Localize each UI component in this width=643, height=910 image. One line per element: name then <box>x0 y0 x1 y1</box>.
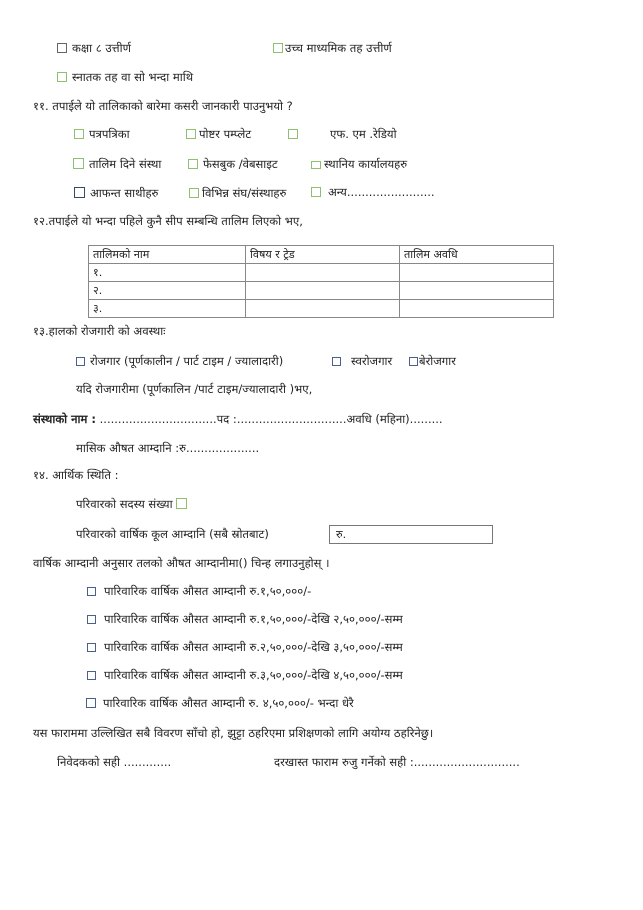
question-11: ११. तपाईले यो तालिकाको बारेमा कसरी जानकारी पाउनुभयो ? <box>33 99 293 113</box>
option-label: विभिन्न संघ/संस्थाहरु <box>202 186 287 200</box>
checkbox[interactable] <box>87 643 96 652</box>
q13-option-self-employed[interactable] <box>332 353 392 369</box>
q11-option-newspaper[interactable] <box>74 126 130 142</box>
table-cell[interactable] <box>246 264 400 282</box>
table-row <box>89 282 554 300</box>
checkbox[interactable] <box>311 187 321 197</box>
checkbox[interactable] <box>76 357 85 366</box>
post-label: पद : <box>216 412 237 426</box>
question-13: १३.हालको रोजगारी को अवस्थाः <box>33 324 166 338</box>
checkbox[interactable] <box>87 671 96 680</box>
org-name-label: संस्थाको नाम : <box>33 412 96 426</box>
table-cell[interactable]: ३. <box>89 300 246 318</box>
checkbox[interactable] <box>332 357 341 366</box>
option-label: स्थानिय कार्यालयहरु <box>324 157 408 171</box>
checkbox[interactable] <box>86 698 96 708</box>
checkbox[interactable] <box>57 72 67 82</box>
income-bracket-option[interactable] <box>86 695 354 711</box>
family-members-line <box>76 496 192 512</box>
education-option-grade8[interactable] <box>57 40 131 56</box>
option-label: पारिवारिक वार्षिक औसत आम्दानी रु. ४,५०,०००/- भन्दा धेरै <box>103 696 354 710</box>
q11-option-other[interactable] <box>311 184 435 200</box>
annual-income-label: परिवारको वार्षिक कूल आम्दानि (सबै स्रोतबाट) <box>76 527 269 541</box>
checkbox[interactable] <box>57 43 67 53</box>
table-cell[interactable] <box>400 264 554 282</box>
table-cell[interactable] <box>246 282 400 300</box>
q11-option-fm-radio-label: एफ. एम .रेडियो <box>330 127 397 141</box>
option-label: पारिवारिक वार्षिक औसत आम्दानी रु.२,५०,०००/-देखि ३,५०,०००/-सम्म <box>104 640 403 654</box>
training-table <box>88 245 554 318</box>
q13-option-employed[interactable] <box>76 353 283 369</box>
education-option-bachelor[interactable] <box>57 69 193 85</box>
duration-field[interactable]: ......... <box>409 412 443 426</box>
income-bracket-option[interactable] <box>87 583 311 599</box>
declaration-text: यस फाराममा उल्लिखित सबै विवरण साँचो हो, झुट्टा ठहरिएमा प्रशिक्षणको लागि अयोग्य ठहरिनेछु। <box>33 726 434 740</box>
checkbox[interactable] <box>189 188 199 198</box>
q11-option-organizations[interactable] <box>189 185 286 201</box>
q11-option-relatives[interactable] <box>74 185 158 201</box>
checkbox[interactable] <box>409 357 418 366</box>
income-bracket-option[interactable] <box>87 639 403 655</box>
checkbox[interactable] <box>74 187 85 198</box>
if-employed-text: यदि रोजगारीमा (पूर्णकालिन /पार्ट टाइम/ज्यालादारी )भए, <box>76 382 313 396</box>
option-label: पारिवारिक वार्षिक औसत आम्दानी रु.३,५०,०००/-देखि ४,५०,०००/-सम्म <box>104 668 403 682</box>
monthly-income-line <box>76 440 259 456</box>
q11-option-training-institute[interactable] <box>73 156 161 172</box>
option-label: पारिवारिक वार्षिक औसत आम्दानी रु.१,५०,०००/-देखि २,५०,०००/-सम्म <box>104 612 403 626</box>
option-label: स्वरोजगार <box>351 354 393 368</box>
checkbox[interactable] <box>73 158 84 169</box>
option-label: अन्य........................ <box>328 185 435 199</box>
income-instruction: वार्षिक आम्दानी अनुसार तलको औषत आम्दानीमा() चिन्ह लगाउनुहोस् । <box>33 556 330 570</box>
option-label: स्नातक तह वा सो भन्दा माथि <box>72 70 194 84</box>
table-cell[interactable]: २. <box>89 282 246 300</box>
org-name-field[interactable]: ................................ <box>96 412 217 426</box>
income-bracket-option[interactable] <box>87 667 403 683</box>
checkbox[interactable] <box>186 129 196 139</box>
duration-label: अवधि (महिना) <box>346 412 410 426</box>
table-cell[interactable]: १. <box>89 264 246 282</box>
option-label: उच्च माध्यमिक तह उत्तीर्ण <box>285 41 392 55</box>
org-details-line <box>33 411 443 427</box>
question-14: १४. आर्थिक स्थिति : <box>33 468 119 482</box>
table-header: तालिम अवधि <box>400 246 554 264</box>
option-label: कक्षा ८ उत्तीर्ण <box>72 41 131 55</box>
receiver-signature[interactable]: दरखास्त फाराम रुजु गर्नेको सही :............................. <box>274 755 520 769</box>
table-cell[interactable] <box>400 282 554 300</box>
checkbox[interactable] <box>288 129 298 139</box>
option-label: पत्रपत्रिका <box>89 127 130 141</box>
table-row <box>89 300 554 318</box>
table-cell[interactable] <box>400 300 554 318</box>
table-header: विषय र ट्रेड <box>246 246 400 264</box>
table-row <box>89 264 554 282</box>
q11-option-facebook[interactable] <box>188 156 278 172</box>
applicant-signature[interactable]: निवेदकको सही ............. <box>57 755 172 769</box>
checkbox[interactable] <box>311 161 321 169</box>
monthly-income-label: मासिक औषत आम्दानि :रु <box>76 441 187 455</box>
checkbox[interactable] <box>87 615 96 624</box>
option-label: पोष्टर पम्प्लेट <box>199 127 252 141</box>
checkbox[interactable] <box>273 43 283 53</box>
table-header: तालिमको नाम <box>89 246 246 264</box>
table-cell[interactable] <box>246 300 400 318</box>
question-12: १२.तपाईले यो भन्दा पहिले कुनै सीप सम्बन्धि तालिम लिएको भए, <box>33 214 303 228</box>
q11-option-local-office[interactable] <box>311 156 407 172</box>
checkbox[interactable] <box>188 159 198 169</box>
option-label: तालिम दिने संस्था <box>89 157 162 171</box>
post-field[interactable]: .............................. <box>236 412 347 426</box>
option-label: आफन्त साथीहरु <box>90 186 159 200</box>
q13-option-unemployed[interactable] <box>409 353 456 369</box>
family-members-checkbox[interactable] <box>176 498 187 509</box>
q11-option-blank[interactable] <box>288 126 303 142</box>
table-header-row <box>89 246 554 264</box>
option-label: बेरोजगार <box>419 354 456 368</box>
option-label: फेसबुक /वेबसाइट <box>203 157 278 171</box>
q11-option-poster[interactable] <box>186 126 251 142</box>
option-label: रोजगार (पूर्णकालीन / पार्ट टाइम / ज्यालादारी) <box>90 354 284 368</box>
income-bracket-option[interactable] <box>87 611 403 627</box>
option-label: पारिवारिक वार्षिक औसत आम्दानी रु.१,५०,०००/- <box>104 584 312 598</box>
annual-income-field[interactable]: रु. <box>329 525 493 544</box>
education-option-higher-secondary[interactable] <box>273 40 392 56</box>
monthly-income-field[interactable]: .................... <box>186 441 260 455</box>
checkbox[interactable] <box>87 587 96 596</box>
family-members-label: परिवारको सदस्य संख्या <box>76 497 173 511</box>
checkbox[interactable] <box>74 129 84 139</box>
